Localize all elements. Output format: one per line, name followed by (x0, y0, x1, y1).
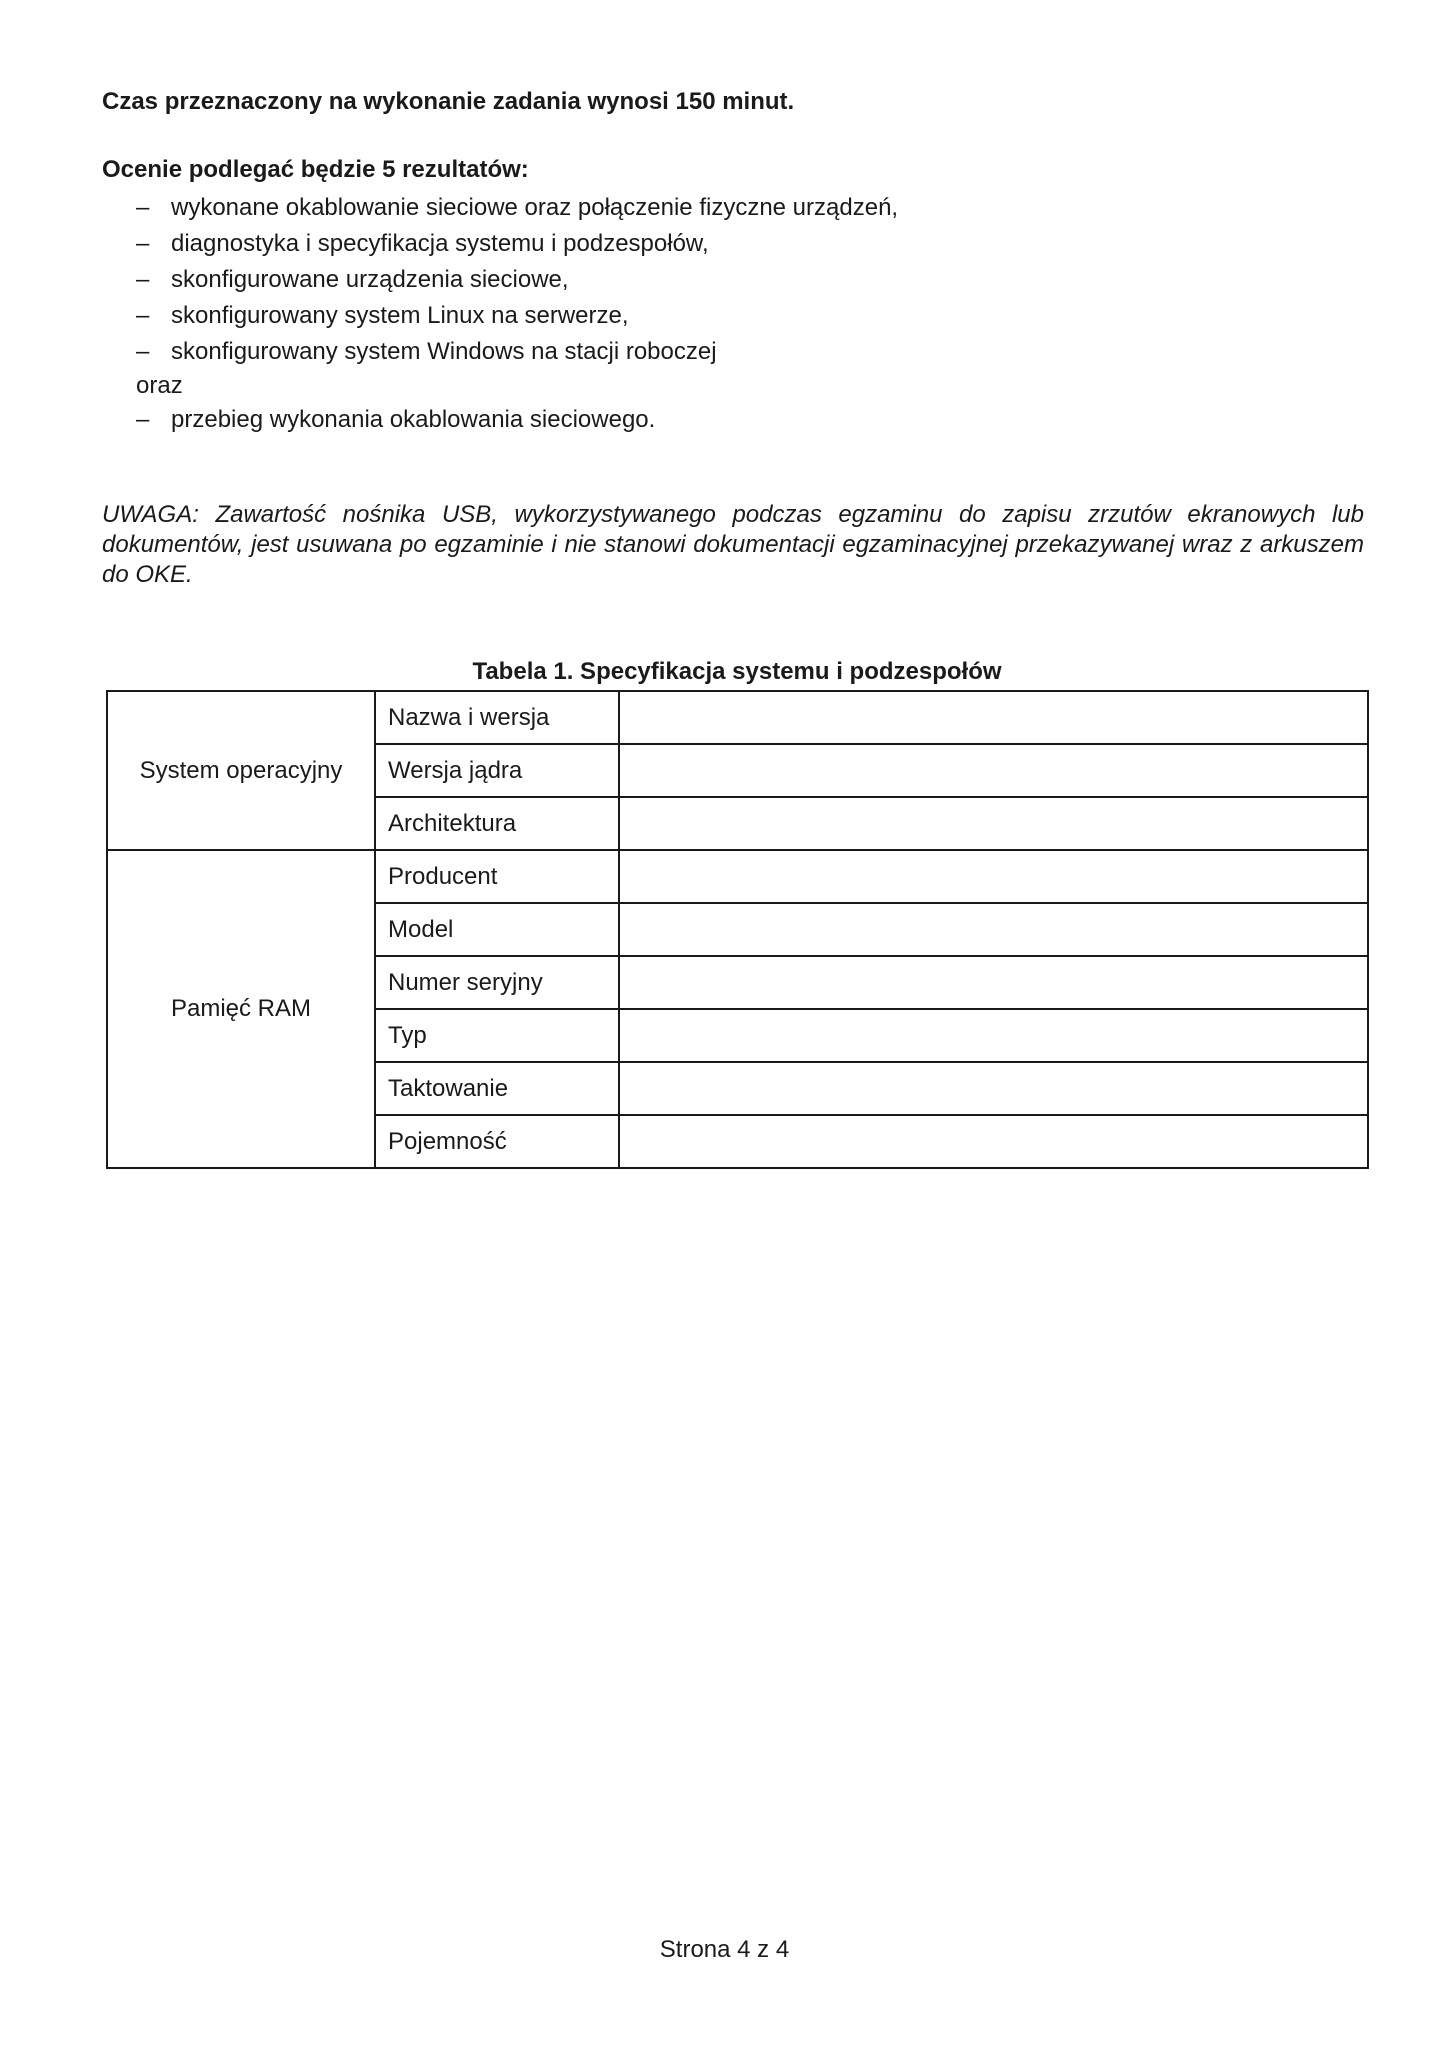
value-cell[interactable] (619, 1009, 1368, 1062)
value-cell[interactable] (619, 903, 1368, 956)
table-row (107, 691, 1368, 744)
list-item (136, 334, 898, 370)
value-cell[interactable] (619, 797, 1368, 850)
param-label: Wersja jądra (375, 744, 619, 797)
list-item (136, 226, 898, 262)
param-label: Pojemność (375, 1115, 619, 1168)
dash-bullet: – (136, 266, 150, 293)
dash-bullet: – (136, 194, 150, 221)
dash-bullet: – (136, 406, 150, 433)
param-label: Nazwa i wersja (375, 691, 619, 744)
group-label-os: System operacyjny (107, 691, 375, 850)
value-cell[interactable] (619, 1115, 1368, 1168)
value-cell[interactable] (619, 850, 1368, 903)
dash-bullet: – (136, 230, 150, 257)
table-caption: Tabela 1. Specyfikacja systemu i podzespołów (472, 658, 1002, 685)
table-row (107, 850, 1368, 903)
list-item-last (136, 402, 655, 438)
list-item-text: diagnostyka i specyfikacja systemu i podzespołów, (171, 230, 709, 257)
param-label: Producent (375, 850, 619, 903)
list-item-text: skonfigurowany system Windows na stacji roboczej (171, 338, 717, 365)
results-heading: Ocenie podlegać będzie 5 rezultatów: (102, 156, 529, 183)
specification-table (106, 690, 1369, 1169)
value-cell[interactable] (619, 1062, 1368, 1115)
list-item-text: skonfigurowany system Linux na serwerze, (171, 302, 629, 329)
exam-time-line: Czas przeznaczony na wykonanie zadania wynosi 150 minut. (102, 88, 795, 115)
list-item (136, 190, 898, 226)
param-label: Taktowanie (375, 1062, 619, 1115)
list-item-text: przebieg wykonania okablowania sieciowego. (171, 406, 656, 433)
param-label: Numer seryjny (375, 956, 619, 1009)
dash-bullet: – (136, 338, 150, 365)
param-label: Architektura (375, 797, 619, 850)
value-cell[interactable] (619, 691, 1368, 744)
dash-bullet: – (136, 302, 150, 329)
param-label: Model (375, 903, 619, 956)
usb-note: UWAGA: Zawartość nośnika USB, wykorzystywanego podczas egzaminu do zapisu zrzutów ekranowych lub dokumentów, jest usuwana po egzaminie i nie stanowi dokumentacji egzaminacyjnej przekazywanej wraz z arkuszem do OKE. (102, 501, 1364, 588)
results-list (136, 190, 898, 402)
page-number: Strona 4 z 4 (659, 1936, 790, 1963)
list-item-text: wykonane okablowanie sieciowe oraz połączenie fizyczne urządzeń, (171, 194, 899, 221)
list-item-text: skonfigurowane urządzenia sieciowe, (171, 266, 569, 293)
group-label-ram: Pamięć RAM (107, 850, 375, 1168)
conjunction: oraz (136, 372, 183, 399)
value-cell[interactable] (619, 956, 1368, 1009)
param-label: Typ (375, 1009, 619, 1062)
list-item (136, 298, 898, 334)
list-item (136, 262, 898, 298)
value-cell[interactable] (619, 744, 1368, 797)
